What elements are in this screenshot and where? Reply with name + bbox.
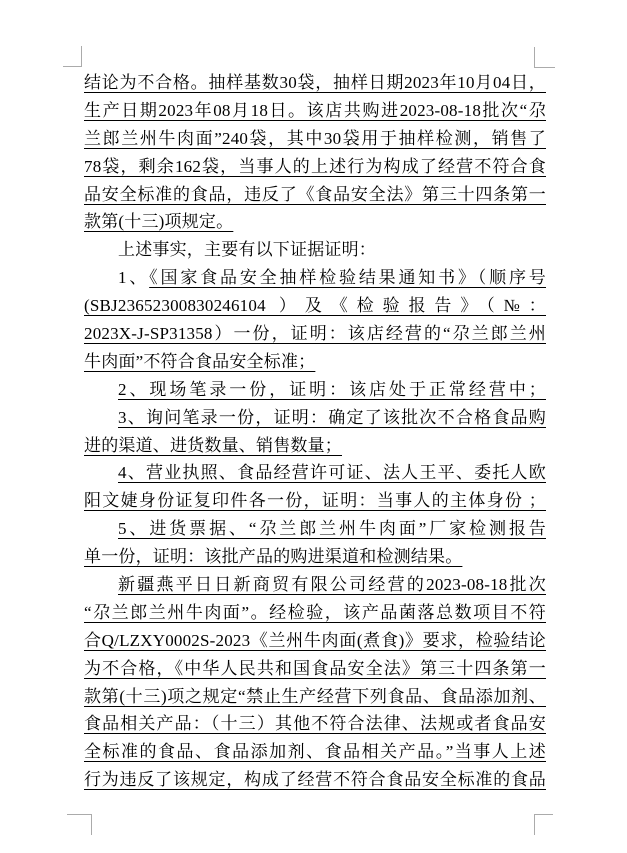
- underlined-text: 2023X-J-SP31358）一份，证明：该店经营的“尕兰郎兰州: [84, 324, 546, 344]
- text-line: [84, 766, 546, 794]
- underlined-text: 食品相关产品：（十三）其他不符合法律、法规或者食品安: [84, 714, 546, 734]
- text-line: [84, 655, 546, 683]
- text-line: [84, 487, 546, 515]
- text-line: [84, 459, 546, 487]
- underlined-text: 牛肉面”不符合食品安全标准；: [84, 351, 316, 371]
- text-line: [84, 69, 546, 97]
- underlined-text: 为不合格，《中华人民共和国食品安全法》第三十四条第一: [84, 658, 546, 678]
- text-line: [84, 571, 546, 599]
- underlined-text: 《国家食品安全抽样检验结果通知书》（顺序号: [149, 268, 546, 288]
- underlined-text: 新疆燕平日日新商贸有限公司经营的2023-08-18批次: [118, 575, 546, 595]
- text-line: [84, 348, 546, 376]
- underlined-text: 78袋，剩余162袋，当事人的上述行为构成了经营不符合食: [84, 156, 546, 176]
- underlined-text: 2、现场笔录一份，证明：该店处于正常经营中；: [118, 379, 546, 399]
- underlined-text: 兰郎兰州牛肉面”240袋，其中30袋用于抽样检测，销售了: [84, 128, 546, 148]
- text-line: [84, 208, 546, 236]
- text-boundary-mark-bottom-left: [67, 814, 92, 835]
- underlined-text: 款第(十三)项规定。: [84, 212, 234, 232]
- text-boundary-mark-top-right: [534, 47, 555, 68]
- text-line: [84, 710, 546, 738]
- text-line: [84, 320, 546, 348]
- text-line: [84, 376, 546, 404]
- text-line: [84, 515, 546, 543]
- text-line: [84, 125, 546, 153]
- text-line: [84, 543, 546, 571]
- underlined-text: 进的渠道、进货数量、销售数量；: [84, 435, 342, 455]
- text-line: [84, 264, 546, 292]
- text-boundary-mark-bottom-right: [534, 814, 553, 835]
- text-line: [84, 236, 546, 264]
- underlined-text: 4、营业执照、食品经营许可证、法人王平、委托人欧: [118, 463, 546, 483]
- text-line: [84, 153, 546, 181]
- underlined-text: 全标准的食品、食品添加剂、食品相关产品。”当事人上述: [84, 742, 546, 762]
- text-line: [84, 432, 546, 460]
- underlined-text: 合Q/LZXY0002S-2023《兰州牛肉面(煮食)》要求，检验结论: [84, 630, 546, 650]
- underlined-text: 款第(十三)项之规定“禁止生产经营下列食品、食品添加剂、: [84, 686, 546, 706]
- text-line: [84, 97, 546, 125]
- text-line: [84, 599, 546, 627]
- underlined-text: (SBJ23652300830246104 ）及《检验报告》（№：: [84, 296, 546, 316]
- underlined-text: 结论为不合格。抽样基数30袋，抽样日期2023年10月04日，: [84, 73, 546, 92]
- plain-text: 上述事实，主要有以下证据证明：: [118, 240, 376, 260]
- underlined-text: 5、进货票据、“尕兰郎兰州牛肉面”厂家检测报告: [118, 519, 546, 539]
- underlined-text: “尕兰郎兰州牛肉面”。经检验，该产品菌落总数项目不符: [84, 602, 546, 622]
- text-line: [84, 738, 546, 766]
- plain-text: 1、: [118, 268, 150, 288]
- text-line: [84, 627, 546, 655]
- underlined-text: 3、询问笔录一份，证明：确定了该批次不合格食品购: [118, 407, 546, 427]
- text-line: [84, 404, 546, 432]
- text-line: [84, 683, 546, 711]
- underlined-text: 品安全标准的食品，违反了《食品安全法》第三十四条第一: [84, 184, 546, 204]
- text-line: [84, 292, 546, 320]
- document-text-area: [84, 69, 546, 794]
- underlined-text: 单一份，证明：该批产品的购进渠道和检测结果。: [84, 547, 463, 567]
- text-line: [84, 181, 546, 209]
- text-boundary-mark-top-left: [63, 46, 82, 67]
- underlined-text: 生产日期2023年08月18日。该店共购进2023-08-18批次“尕: [84, 100, 546, 120]
- underlined-text: 阳文婕身份证复印件各一份，证明：当事人的主体身份 ；: [84, 491, 546, 511]
- underlined-text: 行为违反了该规定，构成了经营不符合食品安全标准的食品: [84, 770, 546, 790]
